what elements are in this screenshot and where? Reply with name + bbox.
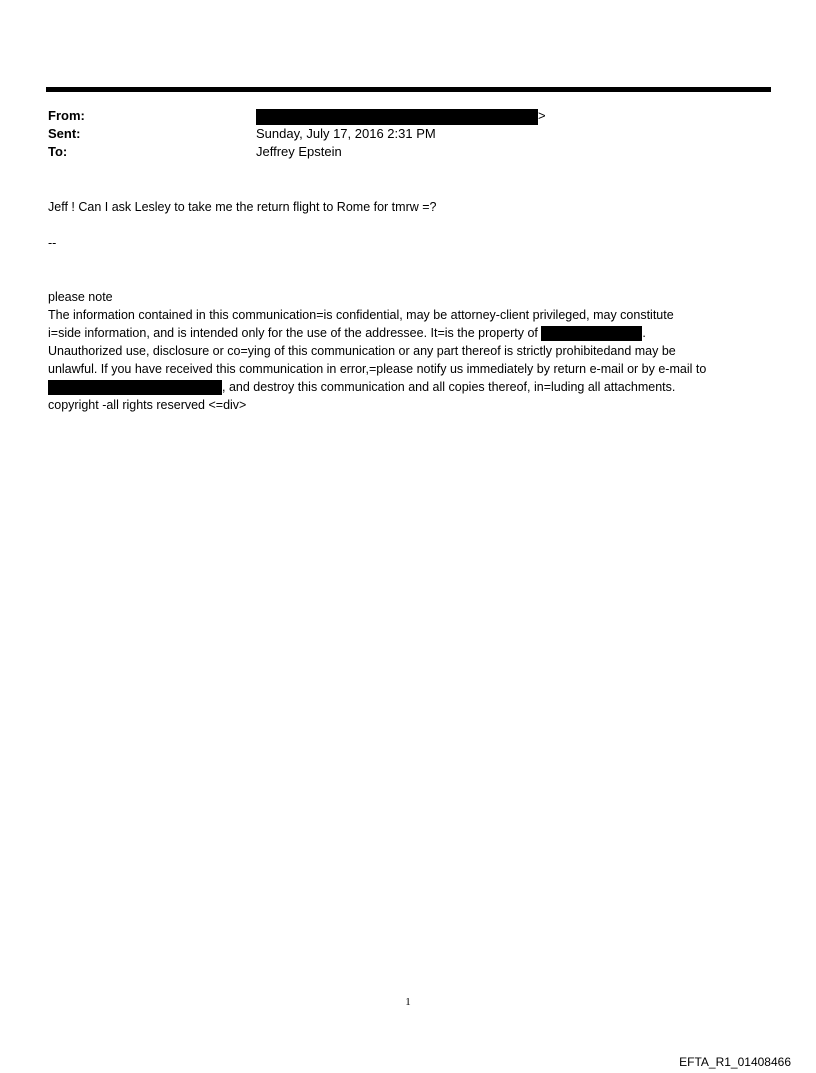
redaction-box	[541, 326, 642, 341]
disclaimer-line: The information contained in this communication=is confidential, may be attorney-client privileged, may constitute	[48, 308, 674, 322]
redaction-box	[48, 380, 222, 395]
disclaimer-line	[48, 324, 778, 342]
disclaimer-line: copyright -all rights reserved <=div>	[48, 398, 247, 412]
document-id: EFTA_R1_01408466	[679, 1055, 791, 1069]
disclaimer-line	[48, 378, 778, 396]
disclaimer-text: i=side information, and is intended only for the use of the addressee. It=is the property of	[48, 326, 542, 340]
from-value	[256, 108, 546, 125]
redaction-box	[256, 109, 538, 125]
sent-value: Sunday, July 17, 2016 2:31 PM	[256, 126, 436, 141]
from-suffix: >	[538, 108, 546, 123]
message-text: Jeff ! Can I ask Lesley to take me the return flight to Rome for tmrw =?	[48, 200, 437, 214]
to-label: To:	[48, 144, 68, 159]
disclaimer-line: Unauthorized use, disclosure or co=ying of this communication or any part thereof is strictly prohibitedand may be	[48, 344, 676, 358]
note-title: please note	[48, 290, 113, 304]
to-value: Jeffrey Epstein	[256, 144, 342, 159]
page-number: 1	[405, 996, 411, 1008]
disclaimer-paragraph	[48, 306, 778, 414]
disclaimer-text: .	[642, 326, 646, 340]
signature-separator: --	[48, 236, 57, 250]
disclaimer-line: unlawful. If you have received this communication in error,=please notify us immediately by return e-mail or by e-mail to	[48, 362, 707, 376]
disclaimer-text: , and destroy this communication and all copies thereof, in=luding all attachments.	[222, 380, 676, 394]
sent-label: Sent:	[48, 126, 81, 141]
header-rule	[46, 87, 771, 92]
from-label: From:	[48, 108, 85, 123]
